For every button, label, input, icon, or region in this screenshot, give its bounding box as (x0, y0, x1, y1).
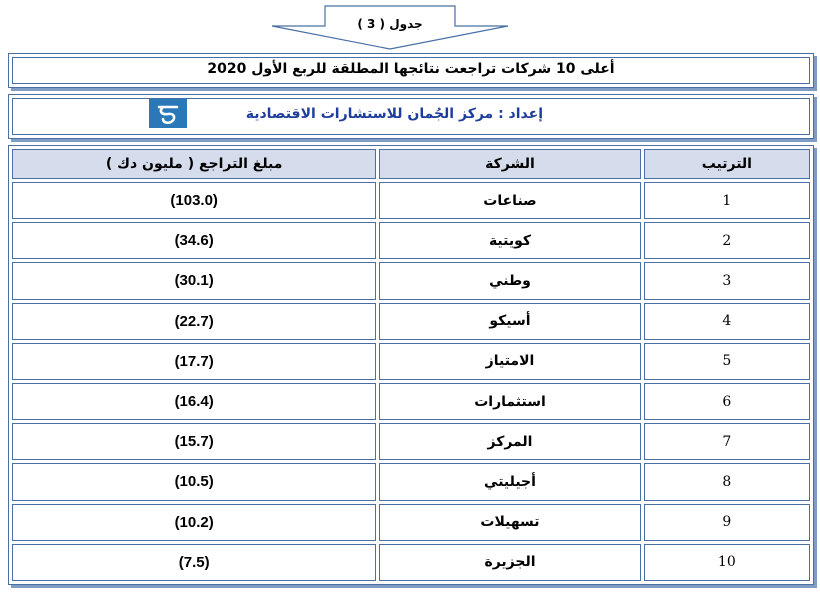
amount-cell: (103.0) (12, 182, 376, 219)
table-row (12, 182, 810, 219)
company-cell: استثمارات (379, 383, 640, 420)
table-row (12, 423, 810, 460)
company-cell: أسيكو (379, 303, 640, 340)
amount-cell: (15.7) (12, 423, 376, 460)
table-row (12, 544, 810, 581)
company-cell: أجيليتي (379, 463, 640, 500)
title-box (8, 53, 814, 88)
company-cell: الامتياز (379, 343, 640, 380)
amount-cell: (30.1) (12, 262, 376, 299)
header-company: الشركة (379, 149, 640, 179)
company-cell: المركز (379, 423, 640, 460)
prepared-by: إعداد : مركز الجُمان للاستشارات الاقتصادية (245, 106, 543, 122)
amount-cell: (17.7) (12, 343, 376, 380)
table-row (12, 303, 810, 340)
amount-cell: (10.5) (12, 463, 376, 500)
rank-cell: 5 (644, 343, 810, 380)
company-cell: الجزيرة (379, 544, 640, 581)
table-row (12, 343, 810, 380)
amount-cell: (16.4) (12, 383, 376, 420)
company-cell: كويتية (379, 222, 640, 259)
amount-cell: (34.6) (12, 222, 376, 259)
header-rank: الترتيب (644, 149, 810, 179)
page-title: أعلى 10 شركات تراجعت نتائجها المطلقة للربع الأول 2020 (207, 61, 615, 77)
table-row (12, 504, 810, 541)
amount-cell: (22.7) (12, 303, 376, 340)
table-label: جدول ( 3 ) (357, 17, 423, 31)
company-cell: وطني (379, 262, 640, 299)
rank-cell: 9 (644, 504, 810, 541)
rank-cell: 1 (644, 182, 810, 219)
rank-cell: 10 (644, 544, 810, 581)
company-cell: تسهيلات (379, 504, 640, 541)
rank-cell: 4 (644, 303, 810, 340)
rank-cell: 2 (644, 222, 810, 259)
rank-cell: 8 (644, 463, 810, 500)
ranking-table (8, 145, 814, 585)
source-box (8, 94, 814, 139)
table-row (12, 262, 810, 299)
table-row (12, 383, 810, 420)
amount-cell: (7.5) (12, 544, 376, 581)
rank-cell: 6 (644, 383, 810, 420)
rank-cell: 7 (644, 423, 810, 460)
company-cell: صناعات (379, 182, 640, 219)
amount-cell: (10.2) (12, 504, 376, 541)
rank-cell: 3 (644, 262, 810, 299)
table-row (12, 463, 810, 500)
aljuman-logo-icon (149, 99, 187, 128)
header-amount: مبلغ التراجع ( مليون دك ) (12, 149, 376, 179)
table-row (12, 222, 810, 259)
